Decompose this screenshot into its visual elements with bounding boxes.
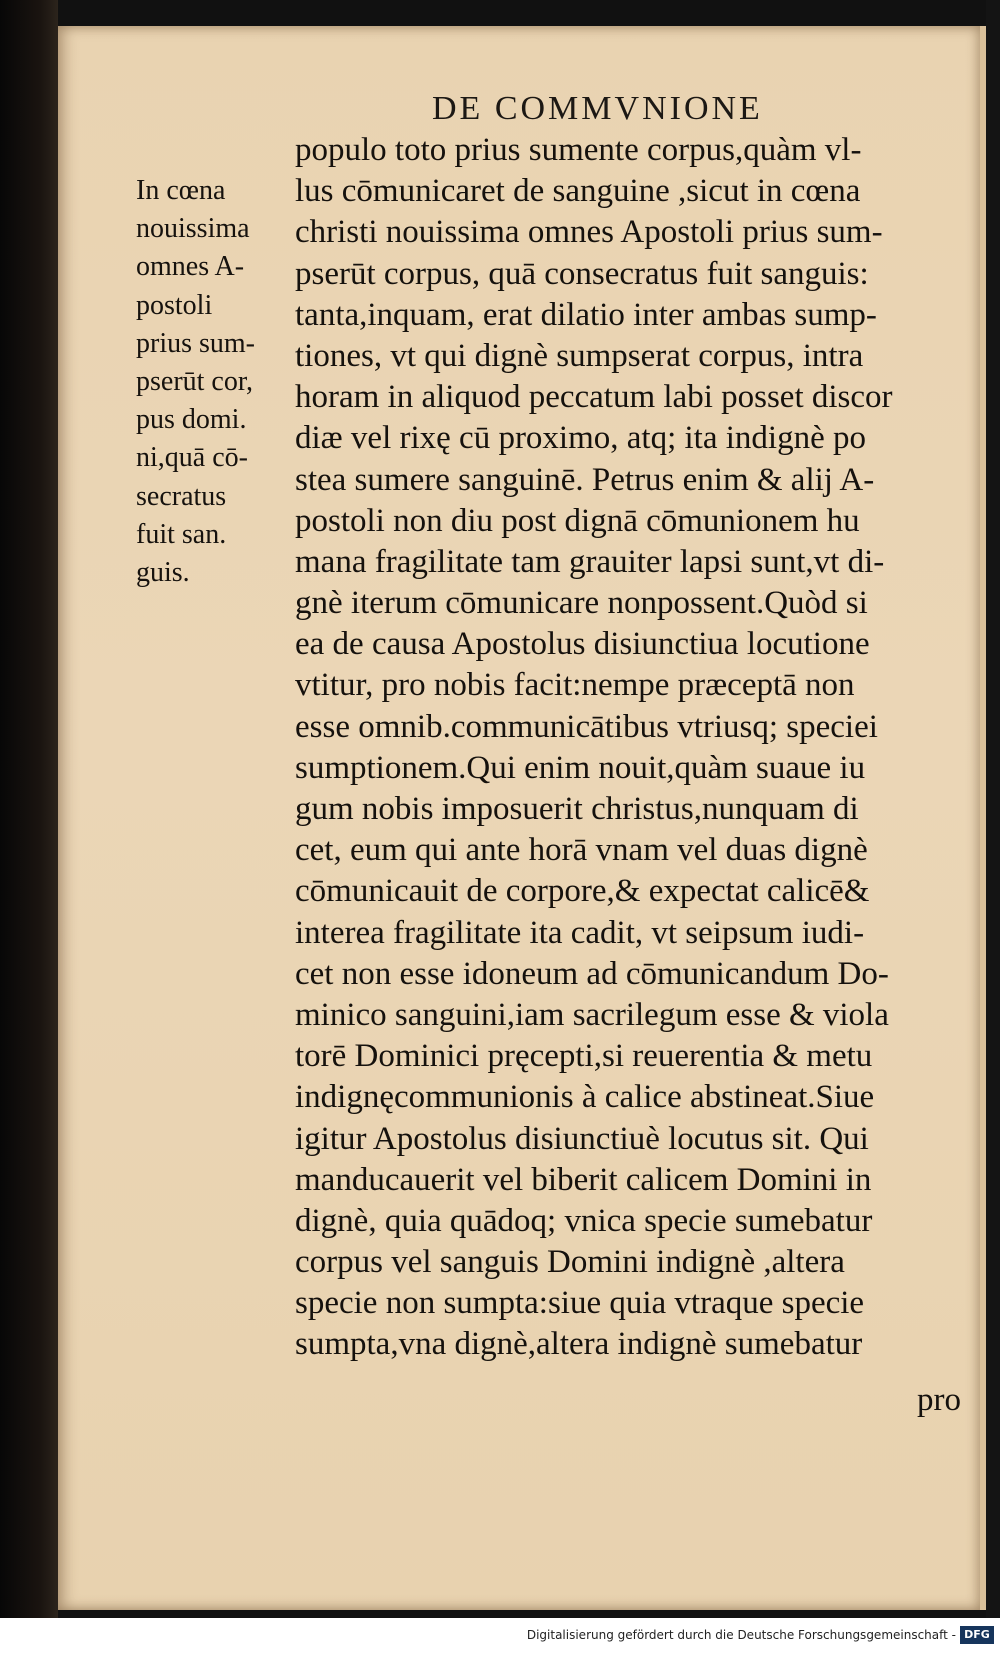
text-line: lus cōmunicaret de sanguine ,sicut in cœna xyxy=(295,173,861,210)
text-line: igitur Apostolus disiunctiuè locutus sit. Qui xyxy=(295,1120,869,1157)
text-line: specie non sumpta:siue quia vtraque specie xyxy=(295,1285,865,1322)
page-right-edge xyxy=(986,0,1000,1618)
text-line: populo toto prius sumente corpus,quàm vl- xyxy=(295,132,862,168)
text-line: mana fragilitate tam grauiter lapsi sunt,vt di- xyxy=(295,543,885,580)
text-line: gum nobis imposuerit christus,nunquam di xyxy=(295,791,859,827)
funding-credit: Digitalisierung gefördert durch die Deutsche Forschungsgemeinschaft - xyxy=(526,1628,956,1642)
text-line: torē Dominici pręcepti,si reuerentia & metu xyxy=(295,1038,873,1075)
text-line: dignè, quia quādoq; vnica specie sumebatur xyxy=(295,1202,873,1239)
running-head: DE COMMVNIONE xyxy=(432,90,763,127)
text-line: esse omnib.communicātibus vtriusq; speciei xyxy=(295,708,878,745)
text-line: horam in aliquod peccatum labi posset discor xyxy=(295,379,893,416)
text-line: tiones, vt qui dignè sumpserat corpus, intra xyxy=(295,337,864,374)
marginal-note-line: postoli xyxy=(136,289,213,321)
marginal-note-line: pserūt cor, xyxy=(136,365,254,397)
text-line: gnè iterum cōmunicare nonpossent.Quòd si xyxy=(295,585,868,622)
catchword: pro xyxy=(917,1382,961,1418)
text-line: ea de causa Apostolus disiunctiua locutione xyxy=(295,626,870,663)
marginal-note-line: prius sum- xyxy=(136,327,255,359)
marginal-note-line: ni,quā cō- xyxy=(136,442,248,474)
marginal-note-line: nouissima xyxy=(136,213,250,245)
book-gutter-edge xyxy=(0,0,58,1618)
text-line: indignęcommunionis à calice abstineat.Siue xyxy=(295,1079,875,1116)
marginal-note-line: guis. xyxy=(136,556,190,588)
body-text xyxy=(295,130,985,1366)
text-line: vtitur, pro nobis facit:nempe præceptā non xyxy=(295,667,855,704)
text-line: cet, eum qui ante horā vnam vel duas dignè xyxy=(295,832,868,869)
text-line: postoli non diu post dignā cōmunionem hu xyxy=(295,502,860,539)
marginal-note-line: omnes A- xyxy=(136,251,245,283)
text-line: sumptionem.Qui enim nouit,quàm suaue iu xyxy=(295,749,866,786)
text-line: corpus vel sanguis Domini indignè ,altera xyxy=(295,1244,845,1281)
text-line: christi nouissima omnes Apostoli prius sum- xyxy=(295,214,883,251)
text-line: pserūt corpus, quā consecratus fuit sanguis: xyxy=(295,255,869,292)
footer-bar xyxy=(0,1618,1000,1658)
text-line: tanta,inquam, erat dilatio inter ambas sump- xyxy=(295,296,877,333)
marginal-note xyxy=(136,172,284,592)
text-line: diæ vel rixę cū proximo, atq; ita indignè po xyxy=(295,420,866,457)
text-line: cōmunicauit de corpore,& expectat calicē& xyxy=(295,873,870,910)
text-line: sumpta,vna dignè,altera indignè sumebatur xyxy=(295,1326,863,1363)
marginal-note-line: secratus xyxy=(136,480,227,512)
marginal-note-line: fuit san. xyxy=(136,518,227,550)
text-line: interea fragilitate ita cadit, vt seipsum iudi- xyxy=(295,914,865,951)
marginal-note-line: In cœna xyxy=(136,175,226,206)
text-line: manducauerit vel biberit calicem Domini in xyxy=(295,1161,872,1198)
text-line: minico sanguini,iam sacrilegum esse & viola xyxy=(295,996,889,1033)
text-line: cet non esse idoneum ad cōmunicandum Do- xyxy=(295,955,889,992)
marginal-note-line: pus domi. xyxy=(136,404,247,436)
text-line: stea sumere sanguinē. Petrus enim & alij A- xyxy=(295,461,875,498)
dfg-logo: DFG xyxy=(960,1626,994,1644)
